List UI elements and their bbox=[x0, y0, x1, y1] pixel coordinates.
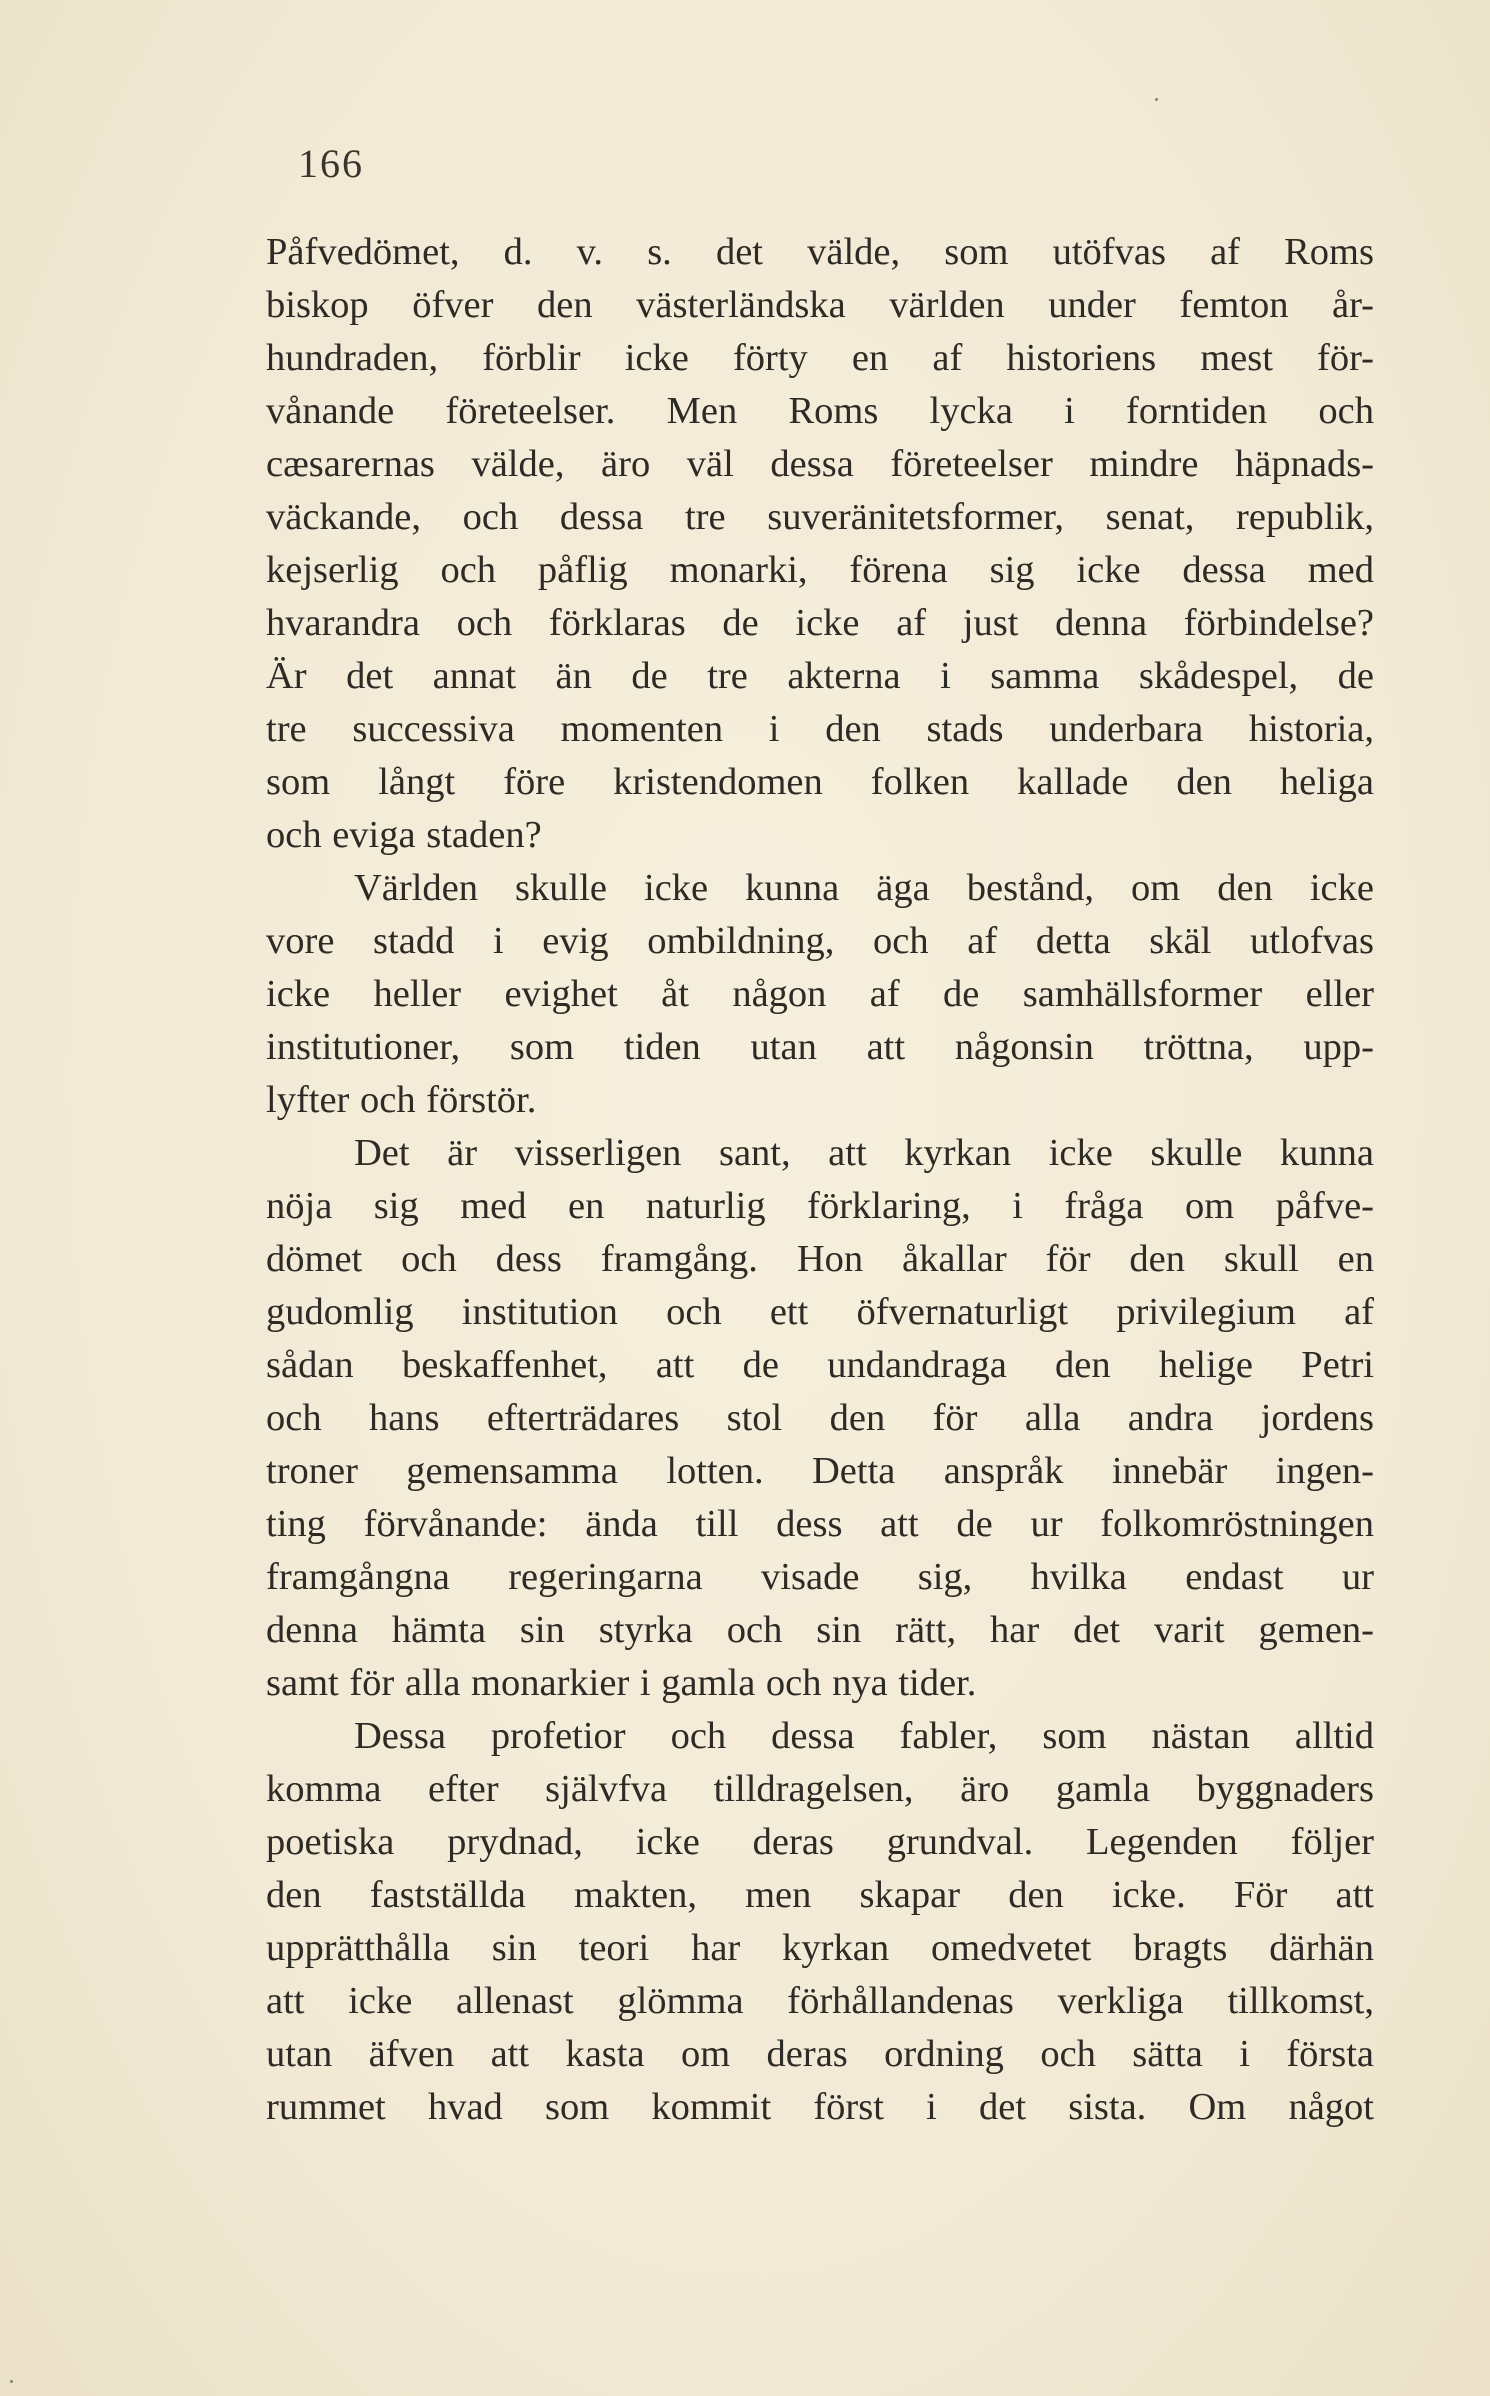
text-line: som långt före kristendomen folken kallade den heliga bbox=[266, 761, 1374, 803]
text-line: tre successiva momenten i den stads underbara historia, bbox=[266, 708, 1374, 750]
text-line: framgångna regeringarna visade sig, hvilka endast ur bbox=[266, 1556, 1374, 1598]
text-line: kejserlig och påflig monarki, förena sig icke dessa med bbox=[266, 549, 1374, 591]
text-line: samt för alla monarkier i gamla och nya tider. bbox=[266, 1662, 977, 1704]
text-line: biskop öfver den västerländska världen under femton år- bbox=[266, 284, 1374, 326]
text-line: hundraden, förblir icke förty en af historiens mest för- bbox=[266, 337, 1374, 379]
text-line: Påfvedömet, d. v. s. det välde, som utöfvas af Roms bbox=[266, 231, 1374, 273]
text-line: Är det annat än de tre akterna i samma skådespel, de bbox=[266, 655, 1374, 697]
text-line: poetiska prydnad, icke deras grundval. Legenden följer bbox=[266, 1821, 1374, 1863]
text-line: troner gemensamma lotten. Detta anspråk innebär ingen- bbox=[266, 1450, 1374, 1492]
text-line: att icke allenast glömma förhållandenas verkliga tillkomst, bbox=[266, 1980, 1374, 2022]
text-line: Världen skulle icke kunna äga bestånd, om den icke bbox=[354, 867, 1374, 909]
paper-speck bbox=[10, 2380, 13, 2383]
text-line: hvarandra och förklaras de icke af just denna förbindelse? bbox=[266, 602, 1374, 644]
text-line: ting förvånande: ända till dess att de ur folkomröstningen bbox=[266, 1503, 1374, 1545]
text-line: rummet hvad som kommit först i det sista. Om något bbox=[266, 2086, 1374, 2128]
text-line: Det är visserligen sant, att kyrkan icke skulle kunna bbox=[354, 1132, 1374, 1174]
body-text bbox=[266, 226, 1374, 2134]
text-line: cæsarernas välde, äro väl dessa företeelser mindre häpnads- bbox=[266, 443, 1374, 485]
text-line: vånande företeelser. Men Roms lycka i forntiden och bbox=[266, 390, 1374, 432]
text-line: nöja sig med en naturlig förklaring, i fråga om påfve- bbox=[266, 1185, 1374, 1227]
text-line: sådan beskaffenhet, att de undandraga den helige Petri bbox=[266, 1344, 1374, 1386]
paper-speck bbox=[1155, 98, 1158, 101]
text-line: icke heller evighet åt någon af de samhällsformer eller bbox=[266, 973, 1374, 1015]
text-line: utan äfven att kasta om deras ordning och sätta i första bbox=[266, 2033, 1374, 2075]
text-line: vore stadd i evig ombildning, och af detta skäl utlofvas bbox=[266, 920, 1374, 962]
text-line: den fastställda makten, men skapar den icke. För att bbox=[266, 1874, 1374, 1916]
page-number: 166 bbox=[298, 141, 364, 186]
text-line: och hans efterträdares stol den för alla andra jordens bbox=[266, 1397, 1374, 1439]
text-line: dömet och dess framgång. Hon åkallar för den skull en bbox=[266, 1238, 1374, 1280]
text-line: gudomlig institution och ett öfvernaturligt privilegium af bbox=[266, 1291, 1374, 1333]
text-line: institutioner, som tiden utan att någonsin tröttna, upp- bbox=[266, 1026, 1374, 1068]
text-line: Dessa profetior och dessa fabler, som nästan alltid bbox=[354, 1715, 1374, 1757]
text-line: väckande, och dessa tre suveränitetsformer, senat, republik, bbox=[266, 496, 1374, 538]
text-line: upprätthålla sin teori har kyrkan omedvetet bragts därhän bbox=[266, 1927, 1374, 1969]
text-line: lyfter och förstör. bbox=[266, 1079, 537, 1121]
text-line: denna hämta sin styrka och sin rätt, har det varit gemen- bbox=[266, 1609, 1374, 1651]
text-line: och eviga staden? bbox=[266, 814, 542, 856]
text-line: komma efter självfva tilldragelsen, äro gamla byggnaders bbox=[266, 1768, 1374, 1810]
